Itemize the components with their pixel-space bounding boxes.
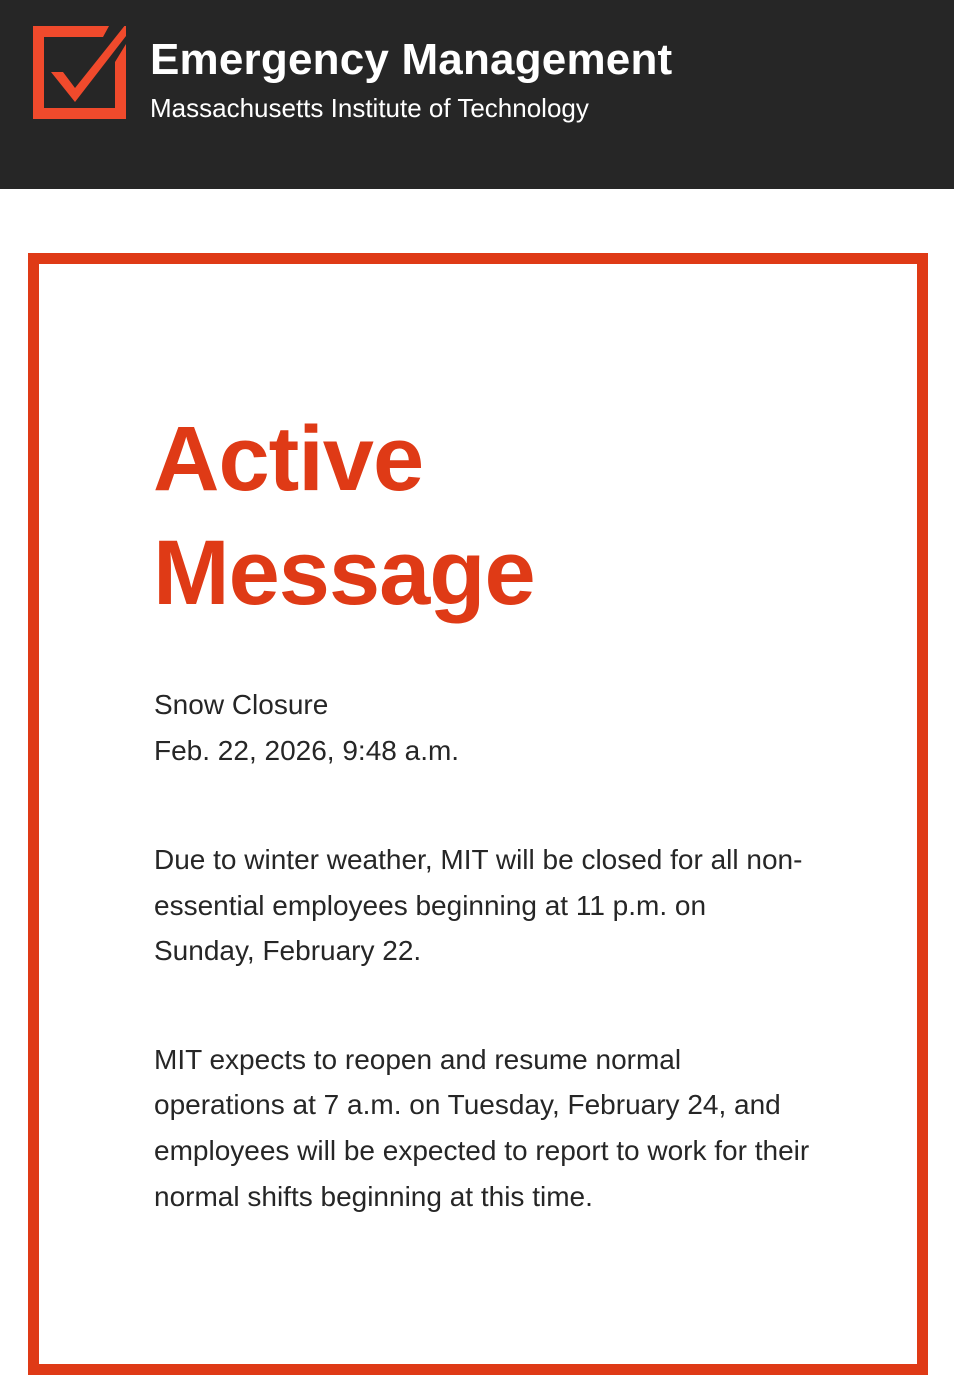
message-paragraph: Due to winter weather, MIT will be closed for all non-essential employees beginning at 11 p.m. on Sunday, February 22. xyxy=(154,844,803,967)
site-title[interactable]: Emergency Management xyxy=(150,35,673,84)
site-header xyxy=(0,0,954,189)
message-body xyxy=(154,837,814,1282)
home-logo-link[interactable] xyxy=(33,26,126,119)
checkbox-checked-icon xyxy=(33,26,126,119)
active-message-heading xyxy=(153,402,535,630)
message-title: Snow Closure xyxy=(154,689,329,720)
heading-line-2: Message xyxy=(153,522,535,624)
message-meta xyxy=(154,682,459,774)
message-timestamp: Feb. 22, 2026, 9:48 a.m. xyxy=(154,735,460,766)
active-message-panel xyxy=(28,253,928,1375)
heading-line-1: Active xyxy=(153,408,424,510)
message-paragraph: MIT expects to reopen and resume normal operations at 7 a.m. on Tuesday, February 24, and employees will be expected to report to work for their normal shifts beginning at this time. xyxy=(154,1043,810,1212)
site-subtitle: Massachusetts Institute of Technology xyxy=(150,93,589,123)
